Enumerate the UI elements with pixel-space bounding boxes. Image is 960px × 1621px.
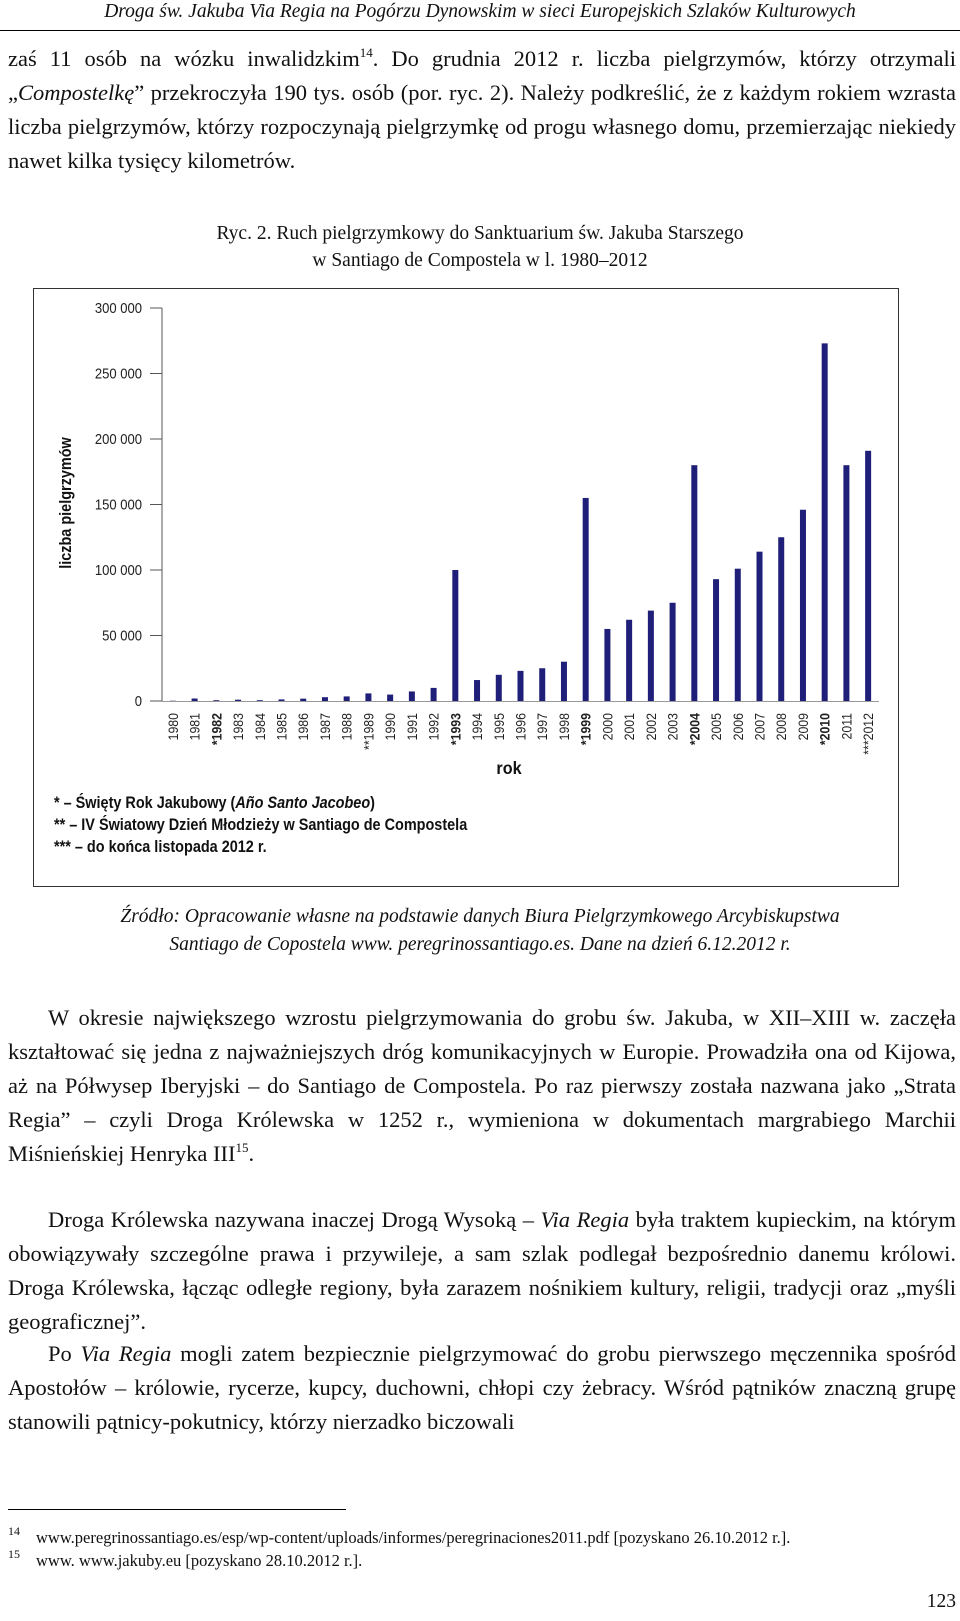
y-tick-label: 150 000 [94, 496, 142, 513]
bar [235, 700, 241, 701]
x-tick-label: 2009 [795, 713, 812, 741]
bar [344, 696, 350, 701]
x-tick-label: 1983 [230, 713, 247, 741]
bar [365, 693, 371, 701]
paragraph-3-italic: Via Regia [540, 1207, 630, 1232]
running-header [0, 0, 960, 31]
x-tick-label: 1998 [556, 713, 573, 741]
paragraph-4-text-a: Po [48, 1341, 81, 1366]
x-tick-label: *1993 [447, 713, 464, 746]
x-tick-label: *1999 [577, 713, 594, 746]
bar [539, 668, 545, 701]
figure-source [0, 903, 960, 959]
bar [648, 611, 654, 701]
x-tick-label: 1997 [534, 713, 551, 741]
x-tick-label: 1987 [317, 713, 334, 741]
y-tick-label: 200 000 [94, 431, 142, 448]
y-tick-label: 0 [134, 693, 142, 710]
y-tick-label: 250 000 [94, 365, 142, 382]
paragraph-1 [8, 42, 956, 178]
x-tick-label: 2005 [708, 713, 725, 741]
x-tick-label: 2008 [773, 713, 790, 741]
figure-caption [0, 220, 960, 274]
legend-entry: * – Święty Rok Jakubowy (Año Santo Jacobeo) [54, 793, 375, 813]
paragraph-2-text: W okresie największego wzrostu pielgrzymowania do grobu św. Jakuba, w XII–XIII w. zaczęła kształtować się jedna z najważniejszych dróg komunikacyjnych w Europie. Prowadziła ona od Kijowa, aż na Półwysep Iberyjski – do Santiago de Compostela. Po raz pierwszy została nazwana jako „Strata Regia” – czyli Droga Królewska w 1252 r., wymieniona w dokumentach margrabiego Marchii Miśnieńskiej Henryka III [8, 1005, 956, 1166]
x-tick-label: 1990 [382, 713, 399, 741]
x-tick-label: 1994 [469, 713, 486, 741]
footnote-14-number: 14 [8, 1524, 20, 1538]
bar-chart [33, 288, 899, 887]
y-tick-label: 300 000 [94, 300, 142, 317]
bar [670, 603, 676, 701]
paragraph-1-text-a: zaś 11 osób na wózku inwalidzkim [8, 46, 360, 71]
bar [279, 699, 285, 701]
legend-entry: *** – do końca listopada 2012 r. [54, 837, 267, 857]
figure-caption-line-1: Ryc. 2. Ruch pielgrzymkowy do Sanktuarium św. Jakuba Starszego [216, 223, 744, 244]
x-tick-label: *2004 [686, 713, 703, 746]
bar [843, 465, 849, 701]
y-tick-label: 50 000 [102, 627, 142, 644]
x-tick-label: 1995 [491, 713, 507, 741]
x-tick-label: 2007 [751, 713, 768, 741]
bar [387, 695, 393, 701]
legend-entry: ** – IV Światowy Dzień Młodzieży w Santiago de Compostela [54, 815, 468, 835]
bar [713, 579, 719, 701]
bar [452, 570, 458, 701]
paragraph-2 [8, 1001, 956, 1171]
footnote-15-text[interactable]: www. www.jakuby.eu [pozyskano 28.10.2012 r.]. [36, 1551, 363, 1570]
paragraph-4-text-b: mogli zatem bezpiecznie pielgrzymować do grobu pierwszego męczennika spośród Apostołów – królowie, rycerze, kupcy, duchowni, chłopi czy żebracy. Wśród pątników znaczną grupę stanowili pątnicy-pokutnicy, którzy nierzadko biczowali [8, 1341, 956, 1434]
x-tick-label: 1996 [512, 713, 529, 741]
paragraph-1-text-c: ” przekroczyła 190 tys. osób (por. ryc. 2). Należy podkreślić, że z każdym rokiem wzrasta liczba pielgrzymów, którzy rozpoczynają pielgrzymkę od progu własnego domu, przemierzając niekiedy nawet kilka tysięcy kilometrów. [8, 80, 956, 173]
x-tick-label: 1984 [252, 713, 268, 741]
bar [431, 688, 437, 701]
bar [518, 671, 524, 701]
x-tick-label: 1992 [425, 713, 442, 741]
footnote-15-number: 15 [8, 1547, 20, 1561]
bar [604, 629, 610, 701]
x-tick-label: 1981 [186, 713, 203, 741]
x-tick-label: 2000 [599, 713, 616, 741]
x-tick-label: *2010 [816, 713, 833, 746]
figure-source-line-1: Źródło: Opracowanie własne na podstawie danych Biura Pielgrzymkowego Arcybiskupstwa [120, 906, 840, 927]
bar [322, 697, 328, 701]
x-tick-label: 2006 [730, 713, 746, 741]
bar [626, 620, 632, 701]
bar [474, 680, 480, 701]
x-tick-label: 1986 [295, 713, 312, 741]
x-tick-label: 1991 [404, 713, 421, 741]
x-tick-label: **1989 [360, 713, 377, 750]
figure-source-line-2: Santiago de Copostela www. peregrinossantiago.es. Dane na dzień 6.12.2012 r. [169, 934, 791, 955]
paragraph-1-text-b: . Do grudnia 2012 r. liczba pielgrzymów, którzy otrzymali „ [8, 46, 956, 105]
bar [409, 691, 415, 701]
footnote-14-text[interactable]: www.peregrinossantiago.es/esp/wp-content/uploads/informes/peregrinaciones2011.pdf [pozyskano 26.10.2012 r.]. [36, 1528, 791, 1547]
paragraph-4-italic: Via Regia [80, 1341, 172, 1366]
bar [496, 675, 502, 701]
x-tick-label: 2003 [664, 713, 681, 741]
paragraph-3-text-a: Droga Królewska nazywana inaczej Drogą Wysoką – [48, 1207, 541, 1232]
bar [192, 699, 198, 701]
page-number: 123 [926, 1591, 956, 1612]
bar [800, 510, 806, 701]
x-tick-label: *1982 [208, 713, 225, 746]
bar [822, 343, 828, 701]
x-axis-title: rok [496, 758, 522, 779]
footnote-ref-14[interactable]: 14 [359, 45, 373, 60]
running-title: Droga św. Jakuba Via Regia na Pogórzu Dynowskim w sieci Europejskich Szlaków Kulturowych [104, 1, 856, 22]
paragraph-4 [8, 1337, 956, 1439]
figure-caption-line-2: w Santiago de Compostela w l. 1980–2012 [312, 250, 648, 271]
footnote-ref-15[interactable]: 15 [235, 1140, 249, 1155]
x-tick-label: 1988 [338, 713, 355, 741]
paragraph-3-text-b: była traktem kupieckim, na którym obowiązywały szczególne prawa i przywileje, a sam szlak podlegał bezpośrednio danemu królowi. Droga Królewska, łącząc odległe regiony, była zarazem nośnikiem kultury, religii, tradycji oraz „myśli geograficznej”. [8, 1207, 957, 1334]
paragraph-2-end: . [248, 1141, 255, 1166]
paragraph-1-italic: Compostelkę [18, 80, 135, 105]
bar [561, 662, 567, 701]
bar [757, 552, 763, 701]
x-tick-label: ***2012 [860, 713, 877, 755]
bar-chart-svg [34, 289, 900, 888]
footnote-separator [8, 1509, 346, 1510]
y-axis-title: liczba pielgrzymów [56, 437, 76, 569]
y-tick-label: 100 000 [94, 562, 142, 579]
x-tick-label: 1985 [273, 713, 290, 741]
bar [778, 537, 784, 701]
x-tick-label: 2011 [838, 713, 855, 740]
paragraph-3 [8, 1203, 956, 1339]
x-tick-label: 1980 [165, 713, 182, 741]
bar [300, 699, 306, 701]
bar [583, 498, 589, 701]
bar [735, 569, 741, 701]
bar [865, 451, 871, 701]
x-tick-label: 2001 [621, 713, 638, 741]
x-tick-label: 2002 [643, 713, 660, 741]
bar [691, 465, 697, 701]
